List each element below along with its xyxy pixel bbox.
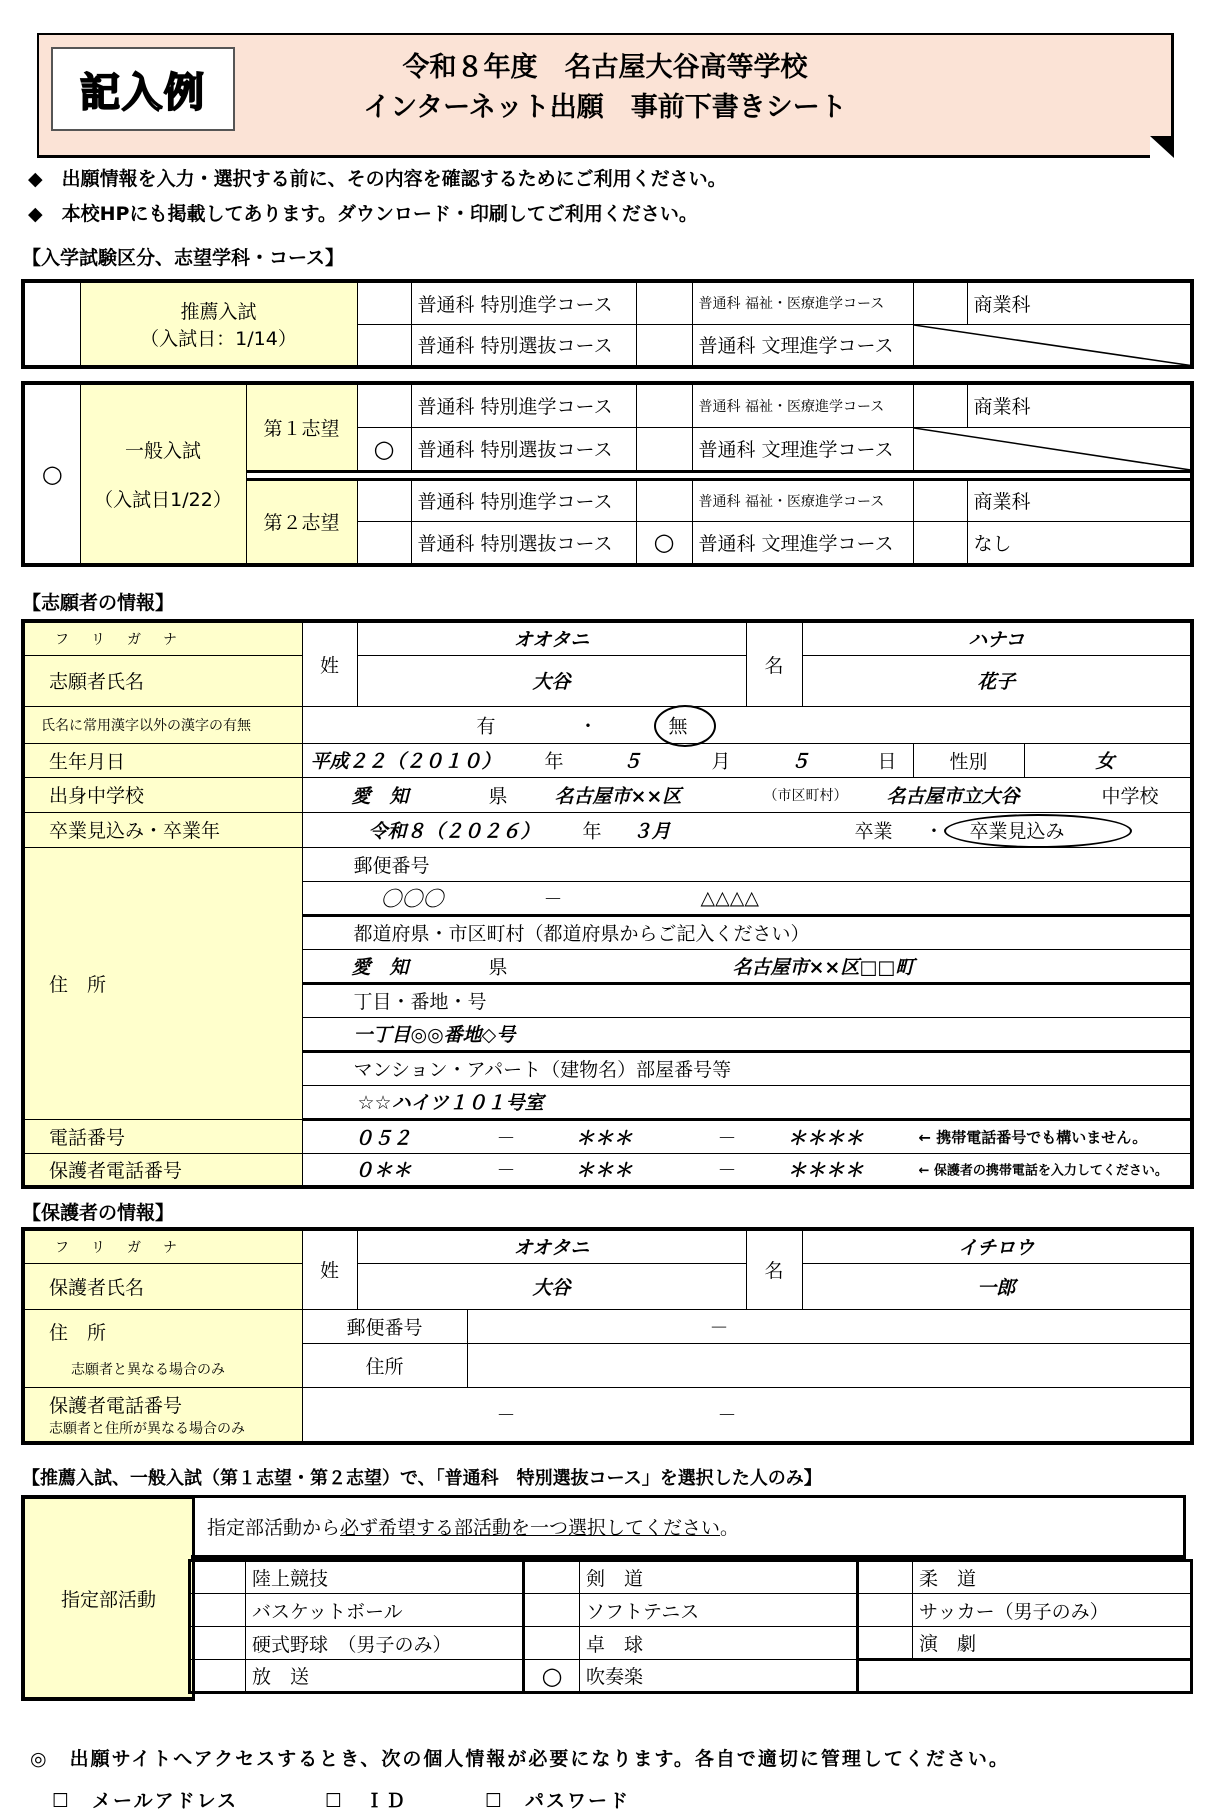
birth-cell[interactable] [302,743,1192,777]
birth-day: ５ [790,750,810,773]
block-label: 丁目・番地・号 [302,983,1192,1017]
check-id[interactable]: ☐ ＩＤ [325,1790,408,1812]
mei-field[interactable]: 花子 [802,655,1192,706]
club-section [21,1495,1190,1697]
check-email[interactable]: ☐ メールアドレス [52,1790,239,1812]
guardian-postal-label: 郵便番号 [302,1309,467,1343]
course-shogyo: 商業科 [967,383,1192,427]
club-mark[interactable] [858,1594,913,1627]
sei-kana-field[interactable]: オオタニ [357,621,746,655]
guardian-tel-note: 志願者と住所が異なる場合のみ [49,1420,245,1437]
title-line-1: 令和８年度 名古屋大谷高等学校 [402,52,808,83]
guardian-address-note: 志願者と異なる場合のみ [71,1361,225,1378]
gender-value: 女 [1095,750,1115,773]
postal-label: 郵便番号 [302,847,1192,881]
ptel-part-1: ０＊＊ [354,1159,412,1182]
club-mark[interactable] [190,1594,246,1627]
birth-year: 平成２２（２０１０） [310,750,501,773]
section-applicant-title: 【志願者の情報】 [22,592,175,614]
grad-done-option[interactable]: 卒業 [854,820,893,842]
addr-pref: 愛 知 [351,956,409,978]
mark-cell[interactable] [636,479,692,521]
instruction-text: 指定部活動から [207,1517,341,1539]
guardian-addr-field[interactable] [467,1343,1192,1387]
tel-part-3: ＊＊＊＊ [787,1127,864,1149]
postal-second: △△△△ [700,886,759,909]
empty-cell [858,1660,1192,1693]
course-fukushi: 普通科 福祉・医療進学コース [692,281,913,324]
mark-cell[interactable] [636,383,692,427]
guardian-address-label-text: 住 所 [49,1321,107,1344]
kanji-choice-cell [302,706,1192,743]
kanji-yes-option[interactable]: 有 [476,715,496,737]
sei-label: 姓 [302,621,357,706]
year-unit: 年 [544,750,564,773]
course-fukushi: 普通科 福祉・医療進学コース [692,383,913,427]
tel-dash: － [496,1127,516,1149]
address-label: 住 所 [23,847,302,1119]
club-option: サッカー（男子のみ） [913,1594,1192,1627]
course-bunri: 普通科 文理進学コース [692,521,913,565]
postal-field[interactable] [302,881,1192,915]
applicant-table [21,619,1194,1189]
club-mark[interactable] [858,1627,913,1660]
block-field[interactable]: 一丁目◎◎番地◇号 [302,1017,1192,1051]
general-date: （入試日1/22） [94,489,232,511]
grad-dot: ・ [924,820,944,842]
club-option: 硬式野球 （男子のみ） [246,1627,524,1660]
club-mark[interactable] [524,1561,580,1594]
guardian-tel-label-text: 保護者電話番号 [49,1394,183,1417]
club-option: 演 劇 [913,1627,1192,1660]
course-tokusen: 普通科 特別選抜コース [411,427,636,471]
guardian-name-label: 保護者氏名 [23,1263,302,1309]
selected-ellipse [944,814,1132,848]
guardian-furigana-label: フ リ ガ ナ [23,1229,302,1263]
instruction-end: 。 [720,1517,740,1539]
course-tokusen: 普通科 特別選抜コース [411,521,636,565]
club-mark[interactable] [190,1660,246,1693]
club-options-table [188,1559,1193,1694]
school-pref: 愛 知 [351,785,409,807]
first-choice-label: 第１志望 [246,383,357,471]
sei-label: 姓 [302,1229,357,1309]
mark-cell[interactable] [357,521,411,565]
guardian-mei-kana-field[interactable]: イチロウ [802,1229,1192,1263]
mei-label: 名 [746,621,802,706]
guardian-tel-field[interactable] [302,1387,1192,1443]
course-bunri: 普通科 文理進学コース [692,324,913,367]
club-option: 陸上競技 [246,1561,524,1594]
mark-cell[interactable] [636,281,692,324]
ptel-part-2: ＊＊＊ [575,1159,633,1182]
guardian-tel-label [23,1387,302,1443]
tel-dash: － [496,1404,516,1427]
mark-cell[interactable] [357,281,411,324]
footer-note: ◎ 出願サイトへアクセスするとき、次の個人情報が必要になります。各自で適切に管理してください。 [30,1748,1010,1770]
furigana-label: フ リ ガ ナ [23,621,302,655]
ptel-dash: － [717,1159,737,1182]
club-mark[interactable] [524,1627,580,1660]
name-label: 志願者氏名 [23,655,302,706]
tel-dash: － [717,1404,737,1427]
grad-cell[interactable] [302,812,1192,847]
kanji-label: 氏名に常用漢字以外の漢字の有無 [23,706,302,743]
course-shogyo: 商業科 [967,281,1192,324]
guardian-table [21,1227,1194,1445]
ptel-dash: － [496,1159,516,1182]
club-instruction [191,1495,1186,1559]
check-password[interactable]: ☐ パスワード [485,1790,631,1812]
section-exam-title: 【入学試験区分、志望学科・コース】 [22,247,345,269]
tel-label: 電話番号 [23,1119,302,1153]
grad-label: 卒業見込み・卒業年 [23,812,302,847]
tel-field[interactable] [302,1119,1192,1153]
ptel-label: 保護者電話番号 [23,1153,302,1187]
sheet-header [37,33,1174,158]
general-exam-table [21,381,1194,567]
page-fold-icon [1150,136,1174,158]
mark-cell[interactable] [636,324,692,367]
grad-year: 令和８（２０２６） [368,820,540,842]
school-cell[interactable] [302,777,1192,812]
birth-label: 生年月日 [23,743,302,777]
grad-year-unit: 年 [582,820,602,842]
club-option: 卓 球 [580,1627,858,1660]
school-label: 出身中学校 [23,777,302,812]
birth-month: ５ [622,750,642,773]
guardian-addr-label: 住所 [302,1343,467,1387]
mei-label: 名 [746,1229,802,1309]
addr-city: 名古屋市××区□□町 [732,956,915,978]
club-mark[interactable] [524,1594,580,1627]
building-label: マンション・アパート（建物名）部屋番号等 [302,1051,1192,1085]
club-option: バスケットボール [246,1594,524,1627]
club-option: 柔 道 [913,1561,1192,1594]
kanji-dot: ・ [578,715,598,737]
tel-note: ← 携帯電話番号でも構いません。 [918,1128,1148,1146]
postal-dash: － [543,888,563,910]
building-field[interactable]: ☆☆ハイツ１０１号室 [302,1085,1192,1119]
postal-first: 〇〇〇 [380,886,444,911]
club-mark[interactable]: ○ [524,1660,580,1693]
course-tokusen: 普通科 特別選抜コース [411,324,636,367]
mei-kana-field[interactable]: ハナコ [802,621,1192,655]
tel-part-1: ０５２ [354,1127,412,1149]
instruction-underlined: 必ず希望する部活動を一つ選択してください [340,1517,721,1539]
day-unit: 日 [877,750,897,773]
course-fukushi: 普通科 福祉・医療進学コース [692,479,913,521]
bullet-2: ◆ 本校HPにも掲載してあります。ダウンロード・印刷してご利用ください。 [28,203,698,225]
recommend-label [80,281,357,367]
club-mark[interactable] [190,1627,246,1660]
club-option: ソフトテニス [580,1594,858,1627]
mark-cell[interactable] [913,281,967,324]
empty-diagonal-cell [913,324,1192,367]
pref-unit: 県 [488,785,508,807]
mark-cell[interactable] [357,324,411,367]
course-bunri: 普通科 文理進学コース [692,427,913,471]
pref-city-label: 都道府県・市区町村（都道府県からご記入ください） [302,915,1192,949]
guardian-postal-field[interactable]: － [467,1309,1192,1343]
general-label-text: 一般入試 [124,440,201,462]
tel-dash: － [717,1127,737,1149]
second-choice-selected-mark[interactable]: ○ [636,521,692,565]
kanji-no-option[interactable]: 無 [668,715,688,737]
mark-cell[interactable] [636,427,692,471]
general-label [80,383,246,565]
grad-month: ３月 [632,820,671,842]
club-mark[interactable] [190,1561,246,1594]
guardian-address-label [23,1309,302,1387]
month-unit: 月 [711,750,731,773]
club-option: 剣 道 [580,1561,858,1594]
section-guardian-title: 【保護者の情報】 [22,1202,175,1224]
course-tokushin: 普通科 特別進学コース [411,281,636,324]
choice-separator [246,471,1192,479]
example-badge: 記入例 [51,47,235,131]
guardian-mei-field[interactable]: 一郎 [802,1263,1192,1309]
mark-cell[interactable] [357,479,411,521]
recommend-select-mark[interactable] [23,281,80,367]
mark-cell[interactable] [913,479,967,521]
ptel-field[interactable] [302,1153,1192,1187]
course-tokushin: 普通科 特別進学コース [411,383,636,427]
city-note: （市区町村） [763,787,848,804]
mark-cell[interactable] [913,521,967,565]
club-label: 指定部活動 [21,1495,195,1701]
club-option: 吹奏楽 [580,1660,858,1693]
gender-label: 性別 [913,744,1025,777]
school-name: 名古屋市立大谷 [886,785,1020,807]
tel-part-2: ＊＊＊ [575,1127,633,1149]
addr-pref-unit: 県 [488,956,508,978]
title-line-2: インターネット出願 事前下書きシート [363,92,847,123]
club-option: 放 送 [246,1660,524,1693]
course-shogyo: 商業科 [967,479,1192,521]
general-select-mark[interactable]: ○ [23,383,80,565]
selected-circle [654,705,716,747]
grad-expected-option[interactable]: 卒業見込み [969,820,1065,842]
empty-diagonal-cell [913,427,1192,471]
guardian-sei-kana-field[interactable]: オオタニ [357,1229,746,1263]
course-none: なし [967,521,1192,565]
recommend-date: （入試日：1/14） [140,328,297,350]
guardian-sei-field[interactable]: 大谷 [357,1263,746,1309]
mark-cell[interactable] [357,383,411,427]
recommend-exam-table [21,279,1194,369]
first-choice-selected-mark[interactable]: ○ [357,427,411,471]
section-club-title: 【推薦入試、一般入試（第１志望・第２志望）で、「普通科 特別選抜コース」を選択した人のみ】 [22,1468,822,1489]
bullet-1: ◆ 出願情報を入力・選択する前に、その内容を確認するためにご利用ください。 [28,168,727,190]
club-mark[interactable] [858,1561,913,1594]
second-choice-label: 第２志望 [246,479,357,565]
school-city: 名古屋市××区 [554,785,682,807]
course-tokushin: 普通科 特別進学コース [411,479,636,521]
mark-cell[interactable] [913,383,967,427]
ptel-note: ← 保護者の携帯電話を入力してください。 [918,1163,1168,1179]
ptel-part-3: ＊＊＊＊ [787,1159,864,1182]
sei-field[interactable]: 大谷 [357,655,746,706]
school-unit: 中学校 [1101,785,1159,807]
pref-city-field[interactable] [302,949,1192,983]
recommend-label-text: 推薦入試 [180,301,257,323]
